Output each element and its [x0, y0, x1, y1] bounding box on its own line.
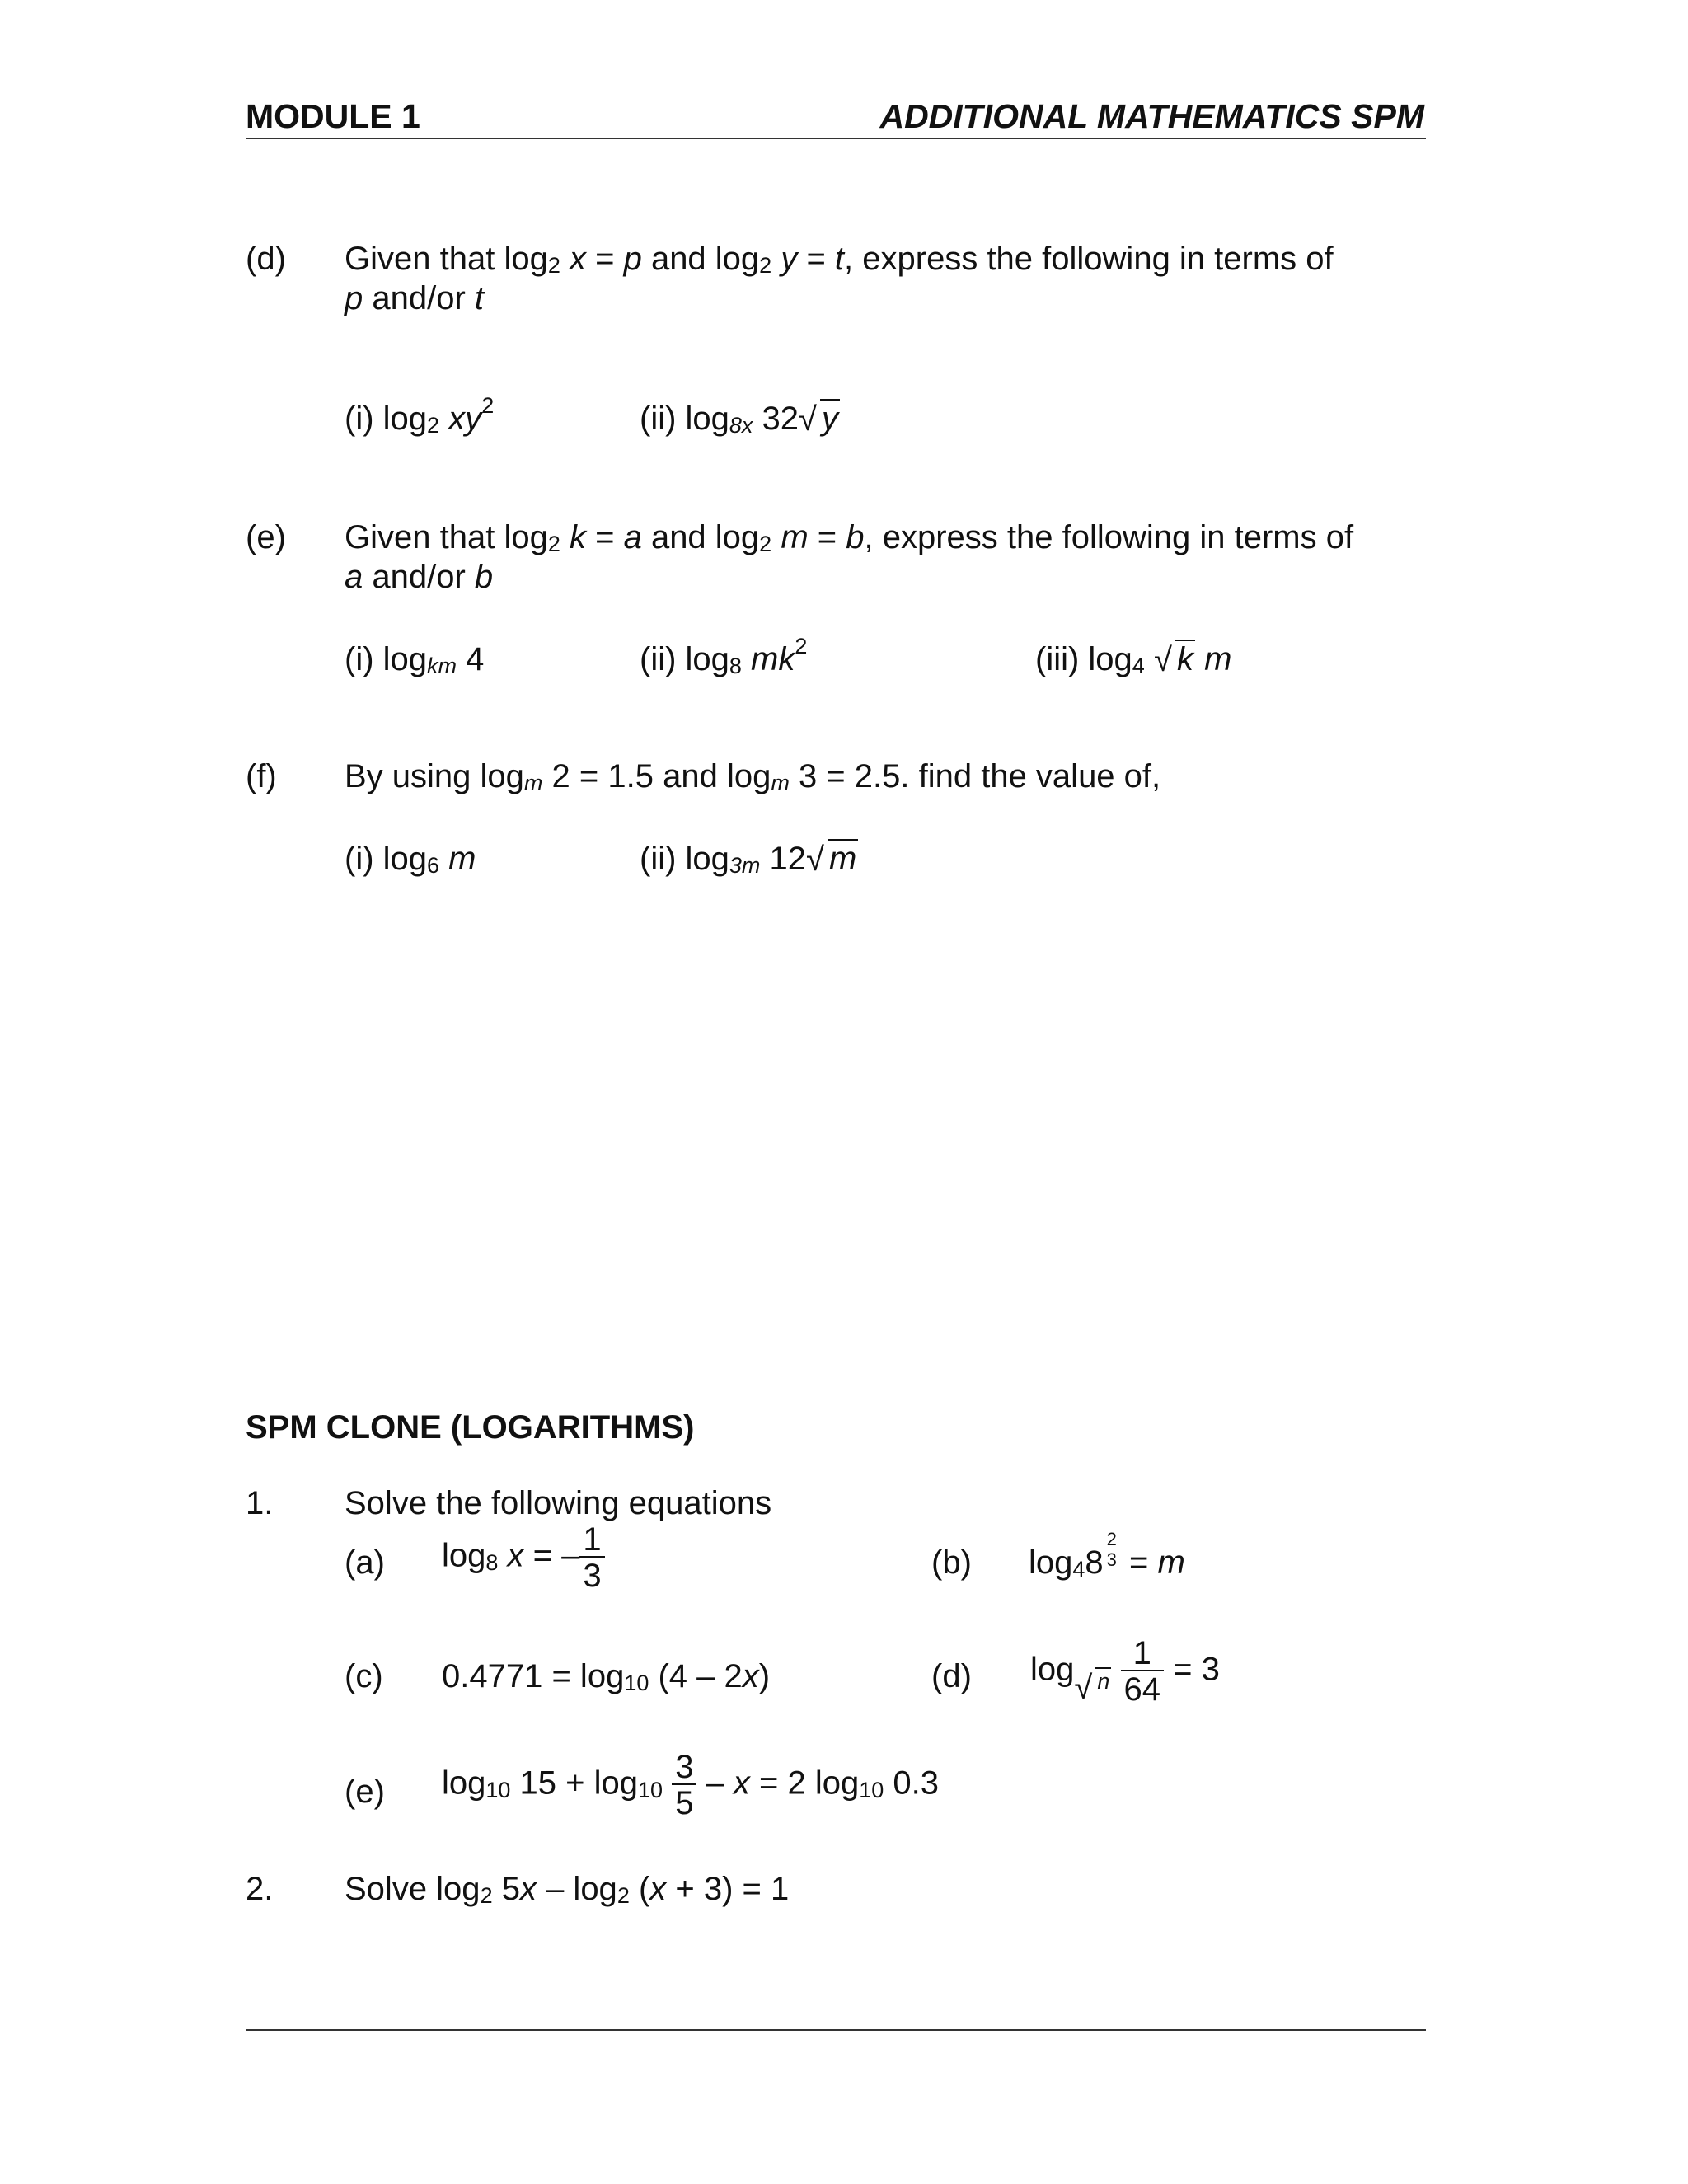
q1-b-label: (b) — [931, 1544, 972, 1581]
q1-c-equation: 0.4771 = log10 (4 – 2x) — [442, 1658, 771, 1695]
q1-a-equation: log8 x = – $\frac{1}{3}$ — [442, 1523, 605, 1592]
sqrt-symbol: √ m — [806, 841, 858, 878]
part-f-intro: By using logm 2 = 1.5 and logm 3 = 2.5. find the value of, — [345, 758, 1161, 795]
part-d-intro-line2: p and/or t — [345, 280, 485, 316]
part-e-label: (e) — [246, 519, 286, 555]
part-f-item-i: (i) log6 m — [345, 841, 476, 878]
q1-c-label: (c) — [345, 1658, 383, 1694]
part-e-item-i: (i) logkm 4 — [345, 641, 485, 678]
part-d-item-i: (i) log2 $xy^2$ — [345, 393, 495, 438]
part-e-intro: Given that log2 k = a and log2 m = b, express the following in terms of — [345, 519, 1354, 556]
header-module: MODULE 1 — [246, 97, 420, 135]
part-d-intro: Given that log2 x = p and log2 y = t, express the following in terms of — [345, 241, 1334, 278]
fraction: $\frac{3}{5}$ — [672, 1750, 696, 1820]
fraction: $\frac{1}{64}$ — [1121, 1637, 1165, 1706]
footer-rule — [246, 2029, 1426, 2031]
sqrt-symbol: √ n — [1074, 1669, 1111, 1694]
header-subject: ADDITIONAL MATHEMATICS SPM — [879, 97, 1424, 135]
q1-number: 1. — [246, 1485, 274, 1521]
q1-e-label: (e) — [345, 1774, 385, 1810]
q1-text: Solve the following equations — [345, 1485, 772, 1521]
q1-a-label: (a) — [345, 1544, 385, 1581]
part-f-item-ii: (ii) log3m 12√ m — [640, 841, 858, 878]
exponent-fraction: $\frac{2}{3}$ — [1104, 1530, 1120, 1569]
section-title: SPM CLONE (LOGARITHMS) — [246, 1409, 695, 1446]
q2-equation: Solve log2 5x – log2 (x + 3) = 1 — [345, 1871, 790, 1908]
sqrt-symbol: √ k — [1154, 641, 1195, 678]
part-e-item-iii: (iii) log4 √ k m — [1035, 641, 1231, 678]
part-f-label: (f) — [246, 758, 277, 794]
part-d-item-ii: (ii) log8x 32√ y — [640, 401, 840, 438]
q1-d-label: (d) — [931, 1658, 972, 1694]
sqrt-symbol: √ y — [799, 401, 840, 438]
part-e-intro-line2: a and/or b — [345, 559, 494, 595]
part-e-item-ii: (ii) log8 $mk^2$ — [640, 634, 808, 678]
q1-e-equation: log10 15 + log10 $\frac{3}{5}$ – x = 2 log10 0.3 — [442, 1749, 940, 1821]
q2-number: 2. — [246, 1871, 274, 1907]
header-rule — [246, 138, 1426, 139]
q1-b-equation: log48 $\frac{2}{3}$ = m — [1029, 1528, 1185, 1582]
part-d-label: (d) — [246, 241, 286, 277]
fraction: $\frac{1}{3}$ — [579, 1523, 604, 1592]
q1-d-equation: log√ n $\frac{1}{64}$ = 3 — [1030, 1637, 1220, 1706]
